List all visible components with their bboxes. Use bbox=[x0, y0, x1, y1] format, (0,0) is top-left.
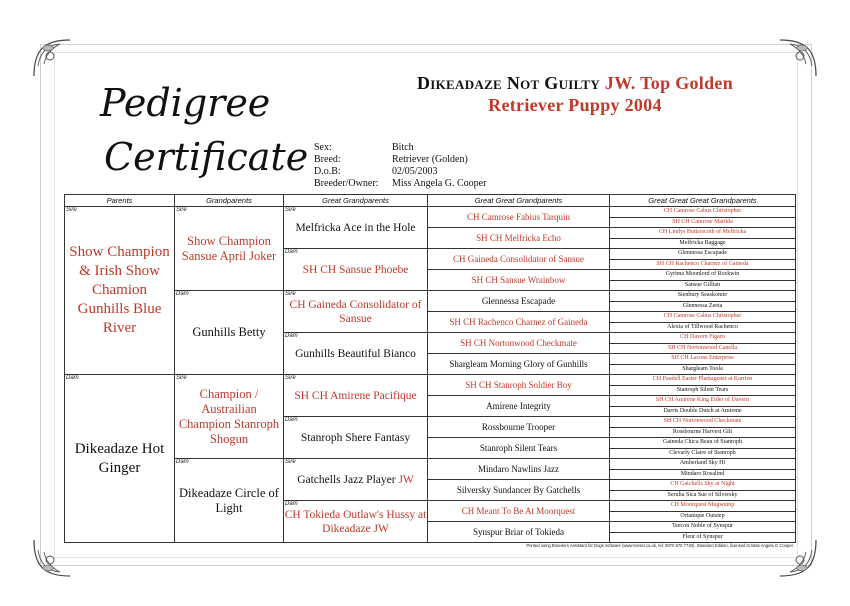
great-great-great-grandparents-cell bbox=[610, 280, 796, 291]
great-grandparents-cell bbox=[284, 333, 428, 375]
great-grandparents-cell bbox=[284, 291, 428, 333]
sire-tag: Sire bbox=[285, 207, 296, 213]
dog-name: Stanroph Silent Tears bbox=[676, 386, 729, 393]
dog-name: CH Gaineda Consolidator of Sansue bbox=[453, 253, 584, 264]
great-grandparents-cell bbox=[284, 501, 428, 543]
dog-name: Amirene Integrity bbox=[486, 400, 551, 411]
dog-name: Glennessa Escapade bbox=[481, 295, 556, 306]
dog-name: Stanroph Silent Tears bbox=[479, 442, 558, 453]
great-great-great-grandparents-cell bbox=[610, 385, 796, 396]
great-great-grandparents-cell bbox=[428, 459, 610, 480]
dog-name: Mindaro Rosalind bbox=[680, 470, 725, 477]
sire-tag: Sire bbox=[285, 375, 296, 381]
great-great-great-grandparents-cell bbox=[610, 364, 796, 375]
dog-name: Rossbourne Harvest Gilt bbox=[672, 428, 733, 435]
great-great-great-grandparents-cell bbox=[610, 301, 796, 312]
great-great-great-grandparents-cell bbox=[610, 522, 796, 533]
dog-name: CH Meant To Be At Moorquest bbox=[461, 505, 576, 516]
great-great-great-grandparents-cell bbox=[610, 480, 796, 491]
great-great-great-grandparents-cell bbox=[610, 259, 796, 270]
detail-row-breed bbox=[314, 154, 486, 166]
col-header-great-grandparents: Great Grandparents bbox=[284, 195, 428, 207]
detail-value: Miss Angela G. Cooper bbox=[392, 178, 487, 189]
great-great-great-grandparents-cell bbox=[610, 238, 796, 249]
dog-name: SH CH Stanroph Soldier Boy bbox=[465, 379, 572, 390]
dog-name: CH Gaineda Consolidator of Sansue bbox=[289, 298, 422, 325]
dog-name: CH Camrose Cabus Christopher bbox=[663, 208, 742, 215]
dog-name: SH CH Melfricka Echo bbox=[476, 232, 561, 243]
dog-name: Dikeadaze Not Guilty bbox=[416, 73, 601, 93]
dog-name: Synspur Briar of Tokieda bbox=[473, 526, 564, 537]
dog-name: SH CH Sansue Wrainbow bbox=[471, 274, 566, 285]
dog-name: Rossbourne Trooper bbox=[481, 421, 556, 432]
great-great-great-grandparents-cell bbox=[610, 501, 796, 512]
great-great-grandparents-cell bbox=[428, 396, 610, 417]
great-great-great-grandparents-cell bbox=[610, 532, 796, 543]
pedigree-header-row bbox=[65, 195, 796, 207]
grandparents-cell bbox=[175, 207, 284, 291]
sire-tag: Sire bbox=[176, 207, 187, 213]
dam-tag: Dam bbox=[176, 459, 189, 465]
dog-name: SH CH Amirene King Eider of Davern bbox=[655, 397, 750, 404]
great-great-great-grandparents-cell bbox=[610, 396, 796, 407]
dog-name: CH Camrose Fabius Tarquin bbox=[467, 211, 570, 222]
dog-heading bbox=[360, 72, 790, 116]
dog-name: Gaineda Chica Beau of Stanroph bbox=[663, 439, 742, 446]
great-great-great-grandparents-cell bbox=[610, 312, 796, 323]
great-great-great-grandparents-cell bbox=[610, 406, 796, 417]
col-header-great-great-great-grandparents: Great Great Great Grandparents bbox=[610, 195, 796, 207]
title-line-1: Pedigree bbox=[100, 81, 271, 125]
great-great-great-grandparents-cell bbox=[610, 417, 796, 428]
pedigree-certificate-title bbox=[90, 66, 320, 186]
dog-name: Melfricka Ace in the Hole bbox=[295, 221, 416, 234]
col-header-grandparents: Grandparents bbox=[175, 195, 284, 207]
detail-row-breeder bbox=[314, 178, 486, 190]
dog-name: SH CH Sansue Phoebe bbox=[302, 263, 409, 276]
dog-name: SH CH Nortonwood Checkmate bbox=[663, 418, 742, 425]
great-great-great-grandparents-cell bbox=[610, 375, 796, 386]
dog-details bbox=[314, 142, 486, 190]
dog-name: Gunhills Betty bbox=[192, 325, 266, 339]
dog-name-suffix: JW bbox=[398, 473, 414, 486]
dam-tag: Dam bbox=[285, 249, 298, 255]
dog-name: Fleur of Synspur bbox=[682, 533, 723, 540]
great-great-great-grandparents-cell bbox=[610, 333, 796, 344]
great-grandparents-cell bbox=[284, 249, 428, 291]
title-line-2: Certificate bbox=[104, 135, 309, 179]
dog-name: Alexia of Tillwood Rachenco bbox=[667, 323, 738, 330]
pedigree-row bbox=[65, 207, 796, 218]
great-great-grandparents-cell bbox=[428, 417, 610, 438]
dog-name: Mindaro Nawlins Jazz bbox=[478, 463, 559, 474]
dam-tag: Dam bbox=[66, 375, 79, 381]
dog-name: CH Moorquest Mugwump bbox=[670, 502, 735, 509]
dog-name: Clevarly Claire of Stanroph bbox=[669, 449, 736, 456]
dog-name: Teecon Noble of Synspur bbox=[671, 523, 734, 530]
dog-name: SH CH Nortonwood Canella bbox=[667, 344, 738, 351]
dog-name: Shargleam Morning Glory of Gunhills bbox=[449, 358, 588, 369]
detail-row-sex bbox=[314, 142, 486, 154]
dog-name: Darris Double Dutch at Amirene bbox=[663, 407, 742, 414]
detail-label: Breed: bbox=[314, 154, 341, 165]
pedigree-row bbox=[65, 375, 796, 386]
sire-tag: Sire bbox=[176, 375, 187, 381]
dog-name: Dikeadaze Circle of Light bbox=[179, 485, 279, 515]
dog-name: Sansue Gillian bbox=[684, 281, 721, 288]
dam-tag: Dam bbox=[285, 333, 298, 339]
great-great-great-grandparents-cell bbox=[610, 322, 796, 333]
dog-name: Show Champion Sansue April Joker bbox=[181, 233, 277, 263]
great-great-great-grandparents-cell bbox=[610, 438, 796, 449]
dam-tag: Dam bbox=[285, 501, 298, 507]
dam-tag: Dam bbox=[285, 417, 298, 423]
great-great-great-grandparents-cell bbox=[610, 343, 796, 354]
dog-name: Glennessa Escapade bbox=[678, 250, 727, 257]
dog-name: CH Tokieda Outlaw's Hussy at Dikeadaze JW bbox=[284, 508, 427, 535]
grandparents-cell bbox=[175, 291, 284, 375]
dog-name: Gatchells Jazz Player bbox=[297, 473, 396, 486]
dog-name: CH Gatchells Sky at Night bbox=[670, 481, 735, 488]
great-great-great-grandparents-cell bbox=[610, 207, 796, 218]
great-great-grandparents-cell bbox=[428, 249, 610, 270]
dog-name: CH Davern Figaro bbox=[680, 334, 725, 341]
detail-label: Sex: bbox=[314, 142, 332, 153]
detail-value: Retriever (Golden) bbox=[392, 154, 468, 165]
dog-name: Amberland Sky Hi bbox=[679, 460, 726, 467]
detail-value: 02/05/2003 bbox=[392, 166, 438, 177]
great-great-great-grandparents-cell bbox=[610, 291, 796, 302]
dog-name: Melfricka Baggage bbox=[679, 239, 726, 246]
pedigree-row bbox=[65, 291, 796, 302]
dog-name: Gyrima Moonlord of Rockwin bbox=[665, 271, 740, 278]
great-great-great-grandparents-cell bbox=[610, 469, 796, 480]
great-great-great-grandparents-cell bbox=[610, 270, 796, 281]
great-great-great-grandparents-cell bbox=[610, 511, 796, 522]
dam-tag: Dam bbox=[176, 291, 189, 297]
great-great-great-grandparents-cell bbox=[610, 448, 796, 459]
great-great-grandparents-cell bbox=[428, 228, 610, 249]
dog-name: Ortanique Outstep bbox=[680, 512, 725, 519]
great-great-grandparents-cell bbox=[428, 480, 610, 501]
dog-name: Gunhills Beautiful Bianco bbox=[295, 347, 416, 360]
great-great-grandparents-cell bbox=[428, 522, 610, 543]
dog-name: CH Paudell Easter Plantagenet at Karrien bbox=[652, 376, 753, 383]
corner-scroll-top-left-icon bbox=[30, 36, 74, 80]
great-great-grandparents-cell bbox=[428, 291, 610, 312]
great-great-grandparents-cell bbox=[428, 207, 610, 228]
great-great-grandparents-cell bbox=[428, 312, 610, 333]
great-great-great-grandparents-cell bbox=[610, 228, 796, 239]
grandparents-cell bbox=[175, 375, 284, 459]
grandparents-cell bbox=[175, 459, 284, 543]
great-great-great-grandparents-cell bbox=[610, 459, 796, 470]
pedigree-table bbox=[64, 194, 796, 543]
sire-tag: Sire bbox=[66, 207, 77, 213]
great-great-grandparents-cell bbox=[428, 354, 610, 375]
great-great-grandparents-cell bbox=[428, 333, 610, 354]
dog-title-suffix-1: JW. Top Golden bbox=[604, 73, 734, 93]
pedigree-row bbox=[65, 459, 796, 470]
great-great-great-grandparents-cell bbox=[610, 490, 796, 501]
dog-name: CH Camrose Cabus Christopher bbox=[663, 313, 742, 320]
great-great-grandparents-cell bbox=[428, 270, 610, 291]
dog-name: SH CH Rachenco Charnez of Gaineda bbox=[449, 316, 588, 327]
dog-name: SH CH Rachenco Charnez of Gaineda bbox=[656, 260, 749, 267]
dog-name: Show Champion & Irish Show Chamion Gunhills Blue River bbox=[69, 244, 170, 336]
dog-name: SH CH Amirene Pacifique bbox=[294, 389, 417, 402]
parents-cell bbox=[65, 375, 175, 543]
dog-name: Silversky Sundancer By Gatchells bbox=[456, 484, 581, 495]
parents-cell bbox=[65, 207, 175, 375]
dog-name: Stanroph Shere Fantasy bbox=[300, 431, 411, 444]
great-grandparents-cell bbox=[284, 459, 428, 501]
great-grandparents-cell bbox=[284, 207, 428, 249]
dog-name: Shargleam Toola bbox=[682, 365, 723, 372]
great-great-great-grandparents-cell bbox=[610, 249, 796, 260]
dog-title-suffix-2: Retriever Puppy 2004 bbox=[488, 95, 662, 115]
great-grandparents-cell bbox=[284, 375, 428, 417]
detail-label: Breeder/Owner: bbox=[314, 178, 379, 189]
sire-tag: Sire bbox=[285, 459, 296, 465]
great-great-grandparents-cell bbox=[428, 375, 610, 396]
dog-name: CH Lindys Butterscoth of Melfricka bbox=[658, 229, 747, 236]
dog-name: Serulia Sica Sue of Silversky bbox=[667, 491, 738, 498]
dog-name: SH CH Lacons Enterprise bbox=[671, 355, 734, 362]
great-great-grandparents-cell bbox=[428, 501, 610, 522]
detail-row-dob bbox=[314, 166, 486, 178]
sire-tag: Sire bbox=[285, 291, 296, 297]
col-header-parents: Parents bbox=[65, 195, 175, 207]
great-great-great-grandparents-cell bbox=[610, 354, 796, 365]
dog-name: SH CH Camrose Matilda bbox=[672, 218, 733, 225]
great-great-great-grandparents-cell bbox=[610, 217, 796, 228]
dog-name: Stenbury Seaskomer bbox=[677, 292, 728, 299]
dog-name: Glennessa Zeeta bbox=[682, 302, 723, 309]
great-grandparents-cell bbox=[284, 417, 428, 459]
col-header-great-great-grandparents: Great Great Grandparents bbox=[428, 195, 610, 207]
detail-value: Bitch bbox=[392, 142, 414, 153]
great-great-grandparents-cell bbox=[428, 438, 610, 459]
dog-name: SH CH Nortonwood Checkmate bbox=[460, 337, 577, 348]
dog-name: Dikeadaze Hot Ginger bbox=[74, 440, 165, 476]
great-great-great-grandparents-cell bbox=[610, 427, 796, 438]
dog-name: Champion / Austrailian Champion Stanroph Shogun bbox=[178, 386, 280, 446]
detail-label: D.o.B: bbox=[314, 166, 341, 177]
software-footer: Printed using Breeders Assistant for Dogs software (www.tenset.co.uk, tel: 0870 870 7740). Standard Edition, licensed to Miss Angela G Cooper. bbox=[526, 543, 794, 548]
